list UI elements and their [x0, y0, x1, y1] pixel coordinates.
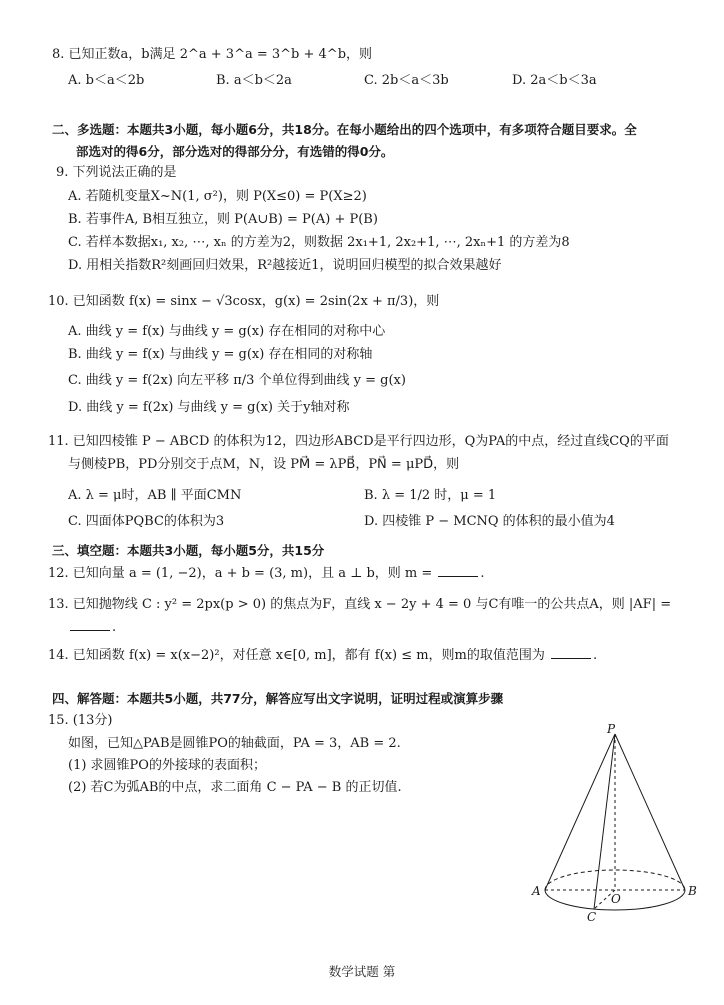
q9-stem: 9. 下列说法正确的是 [56, 165, 177, 180]
q8-stem: 8. 已知正数a，b满足 2^a + 3^a = 3^b + 4^b，则 [52, 47, 373, 62]
q14-answer-blank[interactable] [551, 646, 591, 659]
q10-option-a: A. 曲线 y = f(x) 与曲线 y = g(x) 存在相同的对称中心 [68, 324, 386, 339]
label-b: B [688, 884, 697, 898]
q15-part2: (2) 若C为弧AB的中点，求二面角 C − PA − B 的正切值. [68, 780, 402, 795]
q9-option-d: D. 用相关指数R²刻画回归效果，R²越接近1，说明回归模型的拟合效果越好 [68, 258, 502, 273]
edge-pa [545, 734, 615, 890]
q9-option-b: B. 若事件A, B相互独立，则 P(A∪B) = P(A) + P(B) [68, 212, 378, 227]
label-c: C [587, 910, 597, 922]
label-a: A [532, 884, 541, 898]
label-o: O [611, 892, 621, 906]
section-3-title: 三、填空题：本题共3小题，每小题5分，共15分 [52, 543, 325, 558]
q14-end: . [593, 648, 598, 663]
label-p: P [607, 722, 616, 736]
q8-option-d: D. 2a＜b＜3a [512, 73, 597, 88]
section-2-title-line2: 部选对的得6分，部分选对的得部分分，有选错的得0分。 [76, 144, 394, 159]
q12-stem: 12. 已知向量 a = (1, −2)，a + b = (3, m)，且 a ⊥ b，则 m = [48, 566, 433, 581]
q14-stem: 14. 已知函数 f(x) = x(x−2)²，对任意 x∈[0, m]，都有 f(x) ≤ m，则m的取值范围为 [48, 648, 545, 663]
q10-stem: 10. 已知函数 f(x) = sinx − √3cosx，g(x) = 2sin(2x + π/3)，则 [48, 294, 440, 309]
q13-answer-blank[interactable] [70, 618, 110, 631]
q8-option-a: A. b＜a＜2b [68, 73, 145, 88]
q11-option-b: B. λ = 1/2 时，μ = 1 [364, 488, 497, 503]
q15-part1: (1) 求圆锥PO的外接球的表面积； [68, 758, 266, 773]
q12-end: . [480, 566, 485, 581]
q14-text [48, 646, 597, 665]
q13-line2 [68, 618, 116, 637]
q15-stem: 如图，已知△PAB是圆锥PO的轴截面，PA = 3，AB = 2. [68, 736, 401, 751]
q11-option-d: D. 四棱锥 P − MCNQ 的体积的最小值为4 [364, 514, 615, 529]
section-2-title-line1: 二、多选题：本题共3小题，每小题6分，共18分。在每小题给出的四个选项中，有多项符合题目要求。全 [52, 122, 637, 137]
edge-pc [594, 734, 615, 909]
q13-stem: 13. 已知抛物线 C : y² = 2px(p > 0) 的焦点为F，直线 x − 2y + 4 = 0 与C有唯一的公共点A，则 |AF| = [48, 597, 672, 612]
q10-option-b: B. 曲线 y = f(x) 与曲线 y = g(x) 存在相同的对称轴 [68, 347, 373, 362]
q11-stem-line2: 与侧棱PB，PD分别交于点M，N，设 PM⃗ = λPB⃗，PN⃗ = μPD⃗，则 [68, 457, 460, 472]
q15-header: 15. (13分) [48, 713, 113, 728]
q8-option-c: C. 2b＜a＜3b [364, 73, 449, 88]
q11-stem-line1: 11. 已知四棱锥 P − ABCD 的体积为12，四边形ABCD是平行四边形，Q为PA的中点，经过直线CQ的平面 [48, 434, 669, 449]
q10-option-d: D. 曲线 y = f(2x) 与曲线 y = g(x) 关于y轴对称 [68, 400, 350, 415]
q9-option-a: A. 若随机变量X~N(1, σ²)，则 P(X≤0) = P(X≥2) [68, 189, 367, 204]
page-footer: 数学试题 第 [328, 964, 396, 979]
q11-option-a: A. λ = μ时，AB ∥ 平面CMN [68, 488, 242, 503]
edge-pb [615, 734, 685, 890]
section-4-title: 四、解答题：本题共5小题，共77分，解答应写出文字说明，证明过程或演算步骤 [52, 691, 504, 706]
q12-answer-blank[interactable] [438, 564, 478, 577]
q10-option-c: C. 曲线 y = f(2x) 向左平移 π/3 个单位得到曲线 y = g(x) [68, 373, 406, 388]
q11-option-c: C. 四面体PQBC的体积为3 [68, 514, 225, 529]
q12-text [48, 564, 485, 583]
q9-option-c: C. 若样本数据x₁, x₂, ⋯, xₙ 的方差为2，则数据 2x₁+1, 2x₂+1, ⋯, 2xₙ+1 的方差为8 [68, 235, 570, 250]
q13-end: . [112, 620, 117, 635]
cone-figure [528, 722, 708, 922]
q8-option-b: B. a＜b＜2a [216, 73, 292, 88]
